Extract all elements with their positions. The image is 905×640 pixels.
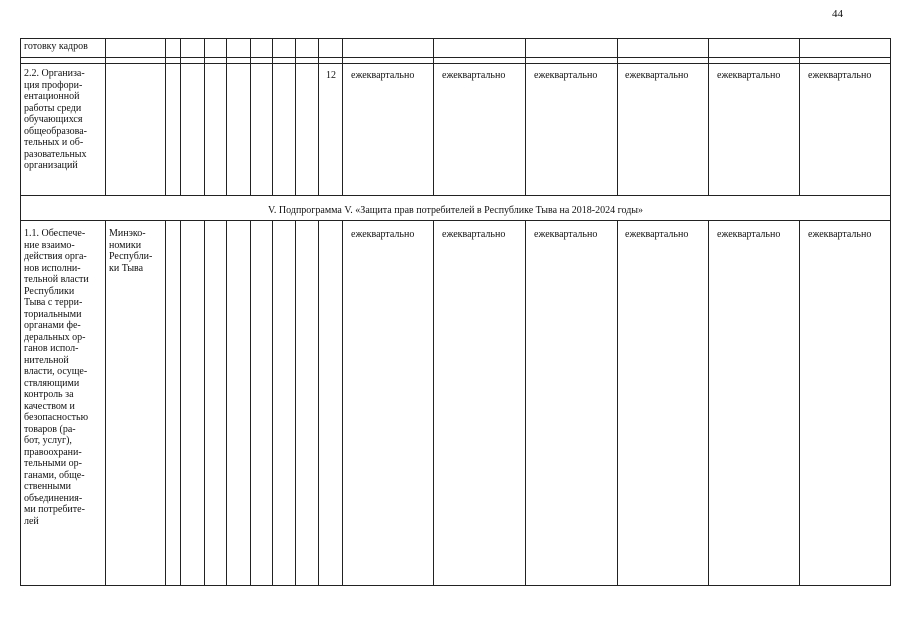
activity-name-line: разовательных <box>24 148 87 160</box>
activity-name-line: объединения- <box>24 492 83 504</box>
activity-name-line: нов исполни- <box>24 262 81 274</box>
column-separator <box>342 38 343 196</box>
column-separator <box>272 220 273 586</box>
schedule-cell: ежеквартально <box>808 229 872 240</box>
row-separator <box>20 195 891 196</box>
activity-name-line: тельных и об- <box>24 137 84 148</box>
activity-name-line: безопасностью <box>24 412 89 423</box>
activity-name-line: ние взаимо- <box>24 239 75 251</box>
column-separator <box>433 220 434 586</box>
row-separator <box>20 57 891 58</box>
row-number-cell: 12 <box>326 70 336 81</box>
column-separator <box>617 220 618 586</box>
activity-name-2-2 <box>24 68 87 172</box>
column-separator <box>708 220 709 586</box>
executor-line: Минэко- <box>109 228 146 239</box>
activity-name-line: ция профори- <box>24 79 83 91</box>
activity-name-line: правоохрани- <box>24 446 82 458</box>
schedule-cell: ежеквартально <box>351 229 415 240</box>
column-separator <box>165 38 166 196</box>
subprogram-header: V. Подпрограмма V. «Защита прав потребителей в Республике Тыва на 2018-2024 годы» <box>268 205 643 216</box>
column-separator <box>295 220 296 586</box>
activity-name-line: ми потребите- <box>24 504 85 515</box>
column-separator <box>617 38 618 196</box>
activity-name-line: ственными <box>24 481 72 492</box>
activity-name-line: тельными ор- <box>24 458 82 469</box>
table-right-border <box>890 38 891 586</box>
activity-name-line: бот, услуг), <box>24 435 72 446</box>
activity-name-line: ганов испол- <box>24 343 79 354</box>
column-separator <box>180 38 181 196</box>
activity-name-line: общеобразова- <box>24 125 88 137</box>
column-separator <box>204 38 205 196</box>
activity-name-line: ганами, обще- <box>24 469 85 481</box>
column-separator <box>525 38 526 196</box>
activity-name-line: 2.2. Организа- <box>24 68 85 79</box>
table-bottom-border <box>20 585 891 586</box>
executor-line: Республи- <box>109 251 153 262</box>
activity-name-line: работы среди <box>24 102 82 114</box>
row-separator <box>20 220 891 221</box>
column-separator <box>250 38 251 196</box>
activity-name-line: ствляющими <box>24 377 80 389</box>
schedule-cell: ежеквартально <box>808 70 872 81</box>
column-separator <box>799 38 800 196</box>
activity-name-line: обучающихся <box>24 114 83 125</box>
column-separator <box>708 38 709 196</box>
activity-name-line: ториальными <box>24 308 82 320</box>
activity-name-line: органами фе- <box>24 320 81 331</box>
column-separator <box>105 220 106 586</box>
activity-name-line: нительной <box>24 354 69 366</box>
activity-name-line: 1.1. Обеспече- <box>24 228 86 239</box>
column-separator <box>204 220 205 586</box>
column-separator <box>799 220 800 586</box>
schedule-cell: ежеквартально <box>442 70 506 81</box>
activity-name-line: лей <box>24 515 39 527</box>
schedule-cell: ежеквартально <box>442 229 506 240</box>
schedule-cell: ежеквартально <box>625 229 689 240</box>
executor-line: ки Тыва <box>109 262 144 274</box>
column-separator <box>105 38 106 196</box>
activity-name-fragment: готовку кадров <box>24 41 88 52</box>
column-separator <box>165 220 166 586</box>
column-separator <box>433 38 434 196</box>
column-separator <box>342 220 343 586</box>
executor-cell <box>109 228 152 274</box>
activity-name-line: действия орга- <box>24 251 87 262</box>
column-separator <box>318 220 319 586</box>
schedule-cell: ежеквартально <box>625 70 689 81</box>
activity-name-line: контроль за <box>24 389 74 400</box>
activity-name-line: Республики <box>24 285 75 297</box>
column-separator <box>525 220 526 586</box>
column-separator <box>180 220 181 586</box>
column-separator <box>226 38 227 196</box>
row-separator <box>20 63 891 64</box>
table-top-border <box>20 38 891 39</box>
activity-name-line: качеством и <box>24 400 75 412</box>
activity-name-line: деральных ор- <box>24 331 86 343</box>
activity-name-line: Тыва с терри- <box>24 297 83 308</box>
column-separator <box>295 38 296 196</box>
schedule-cell: ежеквартально <box>351 70 415 81</box>
schedule-cell: ежеквартально <box>717 229 781 240</box>
column-separator <box>272 38 273 196</box>
activity-name-1-1 <box>24 228 89 527</box>
activity-name-line: товаров (ра- <box>24 423 76 435</box>
activity-name-line: тельной власти <box>24 274 89 285</box>
page-number: 44 <box>832 8 843 20</box>
plan-table <box>20 38 891 586</box>
table-left-border <box>20 38 21 586</box>
activity-name-line: организаций <box>24 160 78 171</box>
executor-line: номики <box>109 239 142 251</box>
activity-name-line: ентационной <box>24 91 80 102</box>
schedule-cell: ежеквартально <box>717 70 781 81</box>
schedule-cell: ежеквартально <box>534 70 598 81</box>
column-separator <box>250 220 251 586</box>
activity-name-line: власти, осуще- <box>24 366 88 377</box>
schedule-cell: ежеквартально <box>534 229 598 240</box>
column-separator <box>318 38 319 196</box>
column-separator <box>226 220 227 586</box>
